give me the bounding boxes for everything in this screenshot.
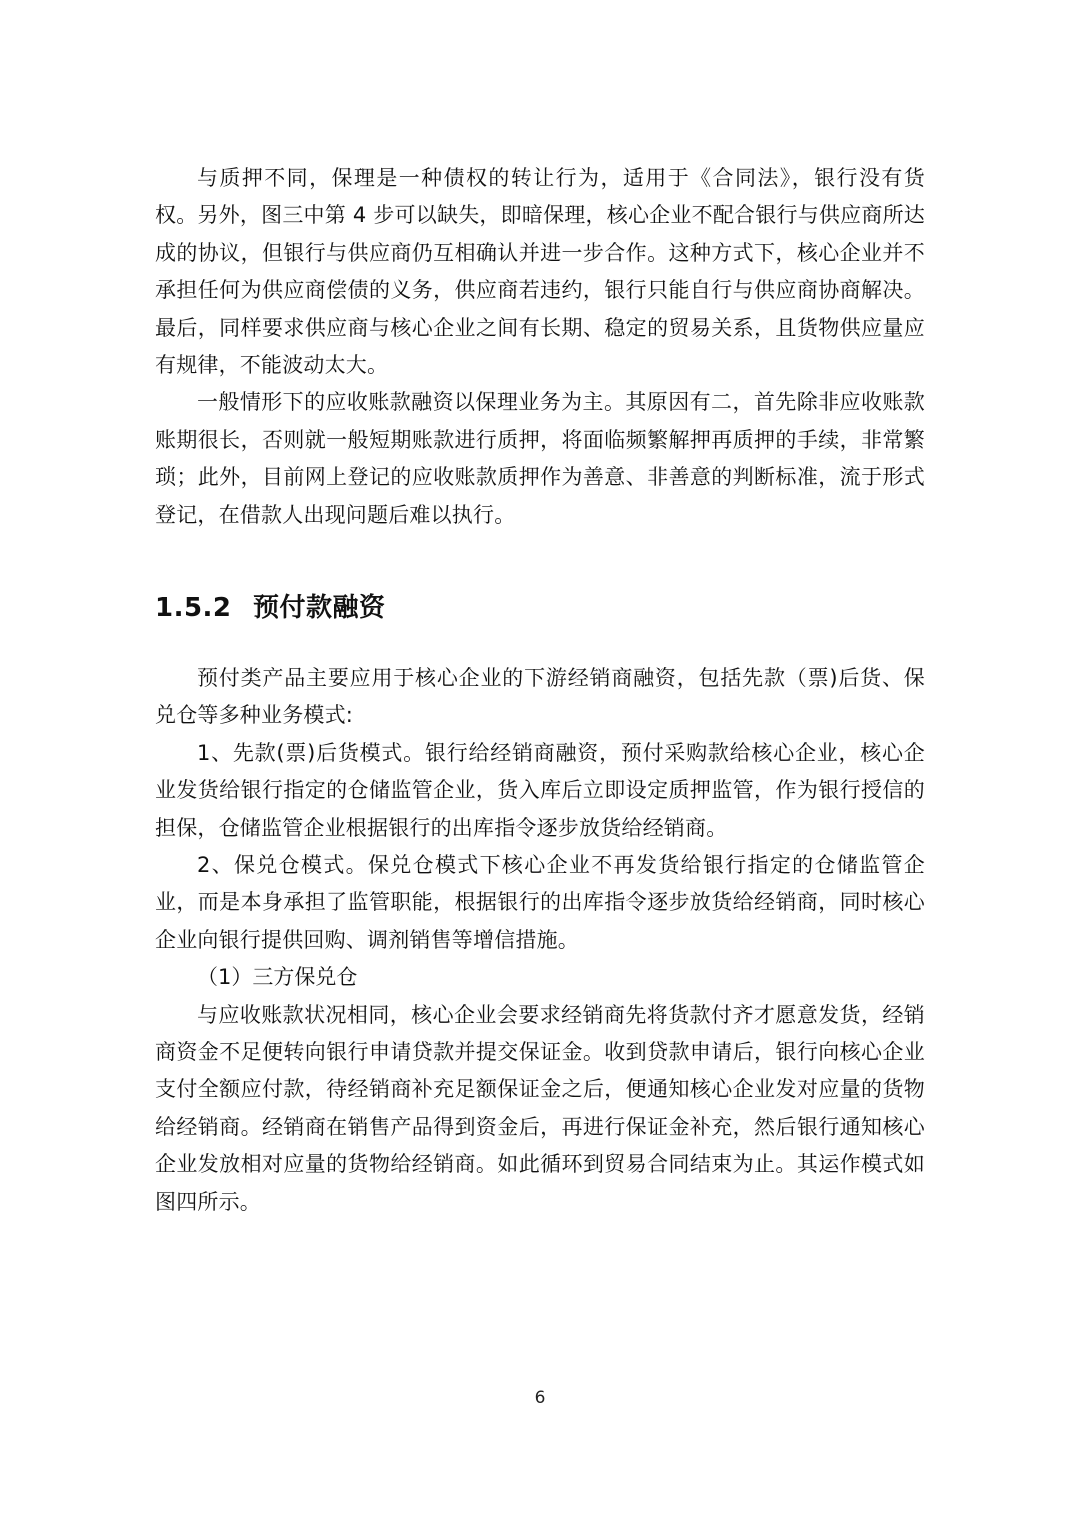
paragraph-tripartite: 与应收账款状况相同，核心企业会要求经销商先将货款付齐才愿意发货，经销商资金不足便转向银行申请贷款并提交保证金。收到贷款申请后，银行向核心企业支付全额应付款，待经销商补充足额保证金之后，便通知核心企业发对应量的货物给经销商。经销商在销售产品得到资金后，再进行保证金补充，然后银行通知核心企业发放相对应量的货物给经销商。如此循环到贸易合同结束为止。其运作模式如图四所示。 [155, 1002, 925, 1214]
paragraph-mode-1: 1、先款(票)后货模式。银行给经销商融资，预付采购款给核心企业，核心企业发货给银行指定的仓储监管企业，货入库后立即设定质押监管，作为银行授信的担保，仓储监管企业根据银行的出库指令逐步放货给经销商。 [155, 740, 925, 840]
page-number: 6 [534, 1388, 546, 1408]
sub-heading: （1）三方保兑仓 [197, 965, 358, 990]
paragraph-receivables: 一般情形下的应收账款融资以保理业务为主。其原因有二，首先除非应收账款账期很长，否则就一般短期账款进行质押，将面临频繁解押再质押的手续，非常繁琐；此外，目前网上登记的应收账款质押作为善意、非善意的判断标准，流于形式登记，在借款人出现问题后难以执行。 [155, 390, 925, 527]
section-number: 1.5.2 [155, 593, 232, 623]
paragraph-mode-2: 2、保兑仓模式。保兑仓模式下核心企业不再发货给银行指定的仓储监管企业，而是本身承担了监管职能，根据银行的出库指令逐步放货给经销商，同时核心企业向银行提供回购、调剂销售等增信措施。 [155, 853, 925, 952]
section-b [155, 660, 925, 1221]
section-title: 预付款融资 [253, 593, 386, 623]
section-heading [155, 588, 386, 628]
section-a [155, 160, 925, 534]
paragraph-prepayment-intro: 预付类产品主要应用于核心企业的下游经销商融资，包括先款（票)后货、保兑仓等多种业务模式: [155, 666, 925, 728]
paragraph-factoring: 与质押不同，保理是一种债权的转让行为，适用于《合同法》，银行没有货权。另外，图三中第 4 步可以缺失，即暗保理，核心企业不配合银行与供应商所达成的协议，但银行与供应商仍互相确认并进一步合作。这种方式下，核心企业并不承担任何为供应商偿债的义务，供应商若违约，银行只能自行与供应商协商解决。最后，同样要求供应商与核心企业之间有长期、稳定的贸易关系，且货物供应量应有规律，不能波动太大。 [155, 166, 925, 378]
